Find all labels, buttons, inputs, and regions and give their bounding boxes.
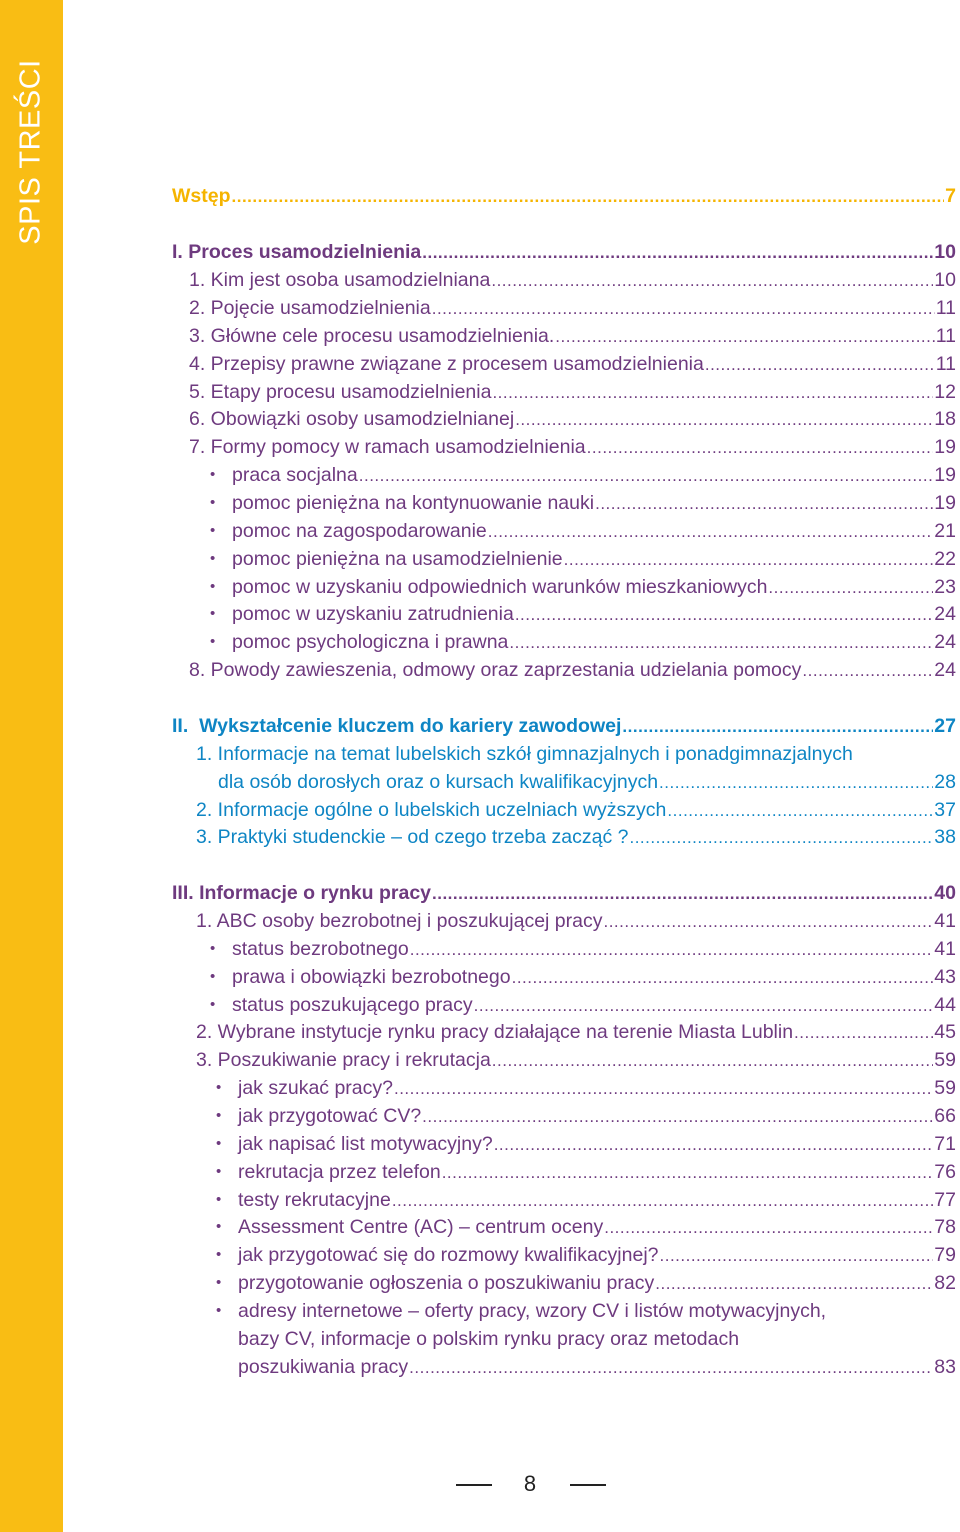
bullet-icon: • (216, 1135, 222, 1152)
bullet-icon: • (216, 1246, 222, 1263)
toc-subentry[interactable]: jak szukać pracy? ..... 59 (238, 1074, 956, 1102)
toc-subentry[interactable]: Assessment Centre (AC) – centrum oceny ..... 78 (238, 1213, 956, 1241)
bullet-icon: • (216, 1302, 222, 1319)
toc-heading-part-2[interactable]: II. Wykształcenie kluczem do kariery zawodowej ..... 27 (172, 712, 956, 740)
footer-rule-right (570, 1484, 606, 1486)
toc-entry-intro[interactable]: Wstęp ..... 7 (172, 182, 956, 210)
toc-subentry[interactable]: jak przygotować CV? ..... 66 (238, 1102, 956, 1130)
bullet-icon: • (210, 968, 216, 985)
bullet-icon: • (210, 550, 216, 567)
toc-subentry[interactable]: rekrutacja przez telefon ..... 76 (238, 1158, 956, 1186)
toc-entry[interactable]: 3. Praktyki studenckie – od czego trzeba zacząć ? ..... 38 (196, 823, 956, 851)
bullet-icon: • (210, 940, 216, 957)
bullet-icon: • (210, 996, 216, 1013)
sidebar-title-text: SPIS TREŚCI (14, 59, 47, 245)
toc-subentry[interactable]: pomoc psychologiczna i prawna ..... 24 (232, 628, 956, 656)
toc-entry[interactable]: 6. Obowiązki osoby usamodzielnianej ..... 18 (189, 405, 956, 433)
toc-entry[interactable]: 1. ABC osoby bezrobotnej i poszukującej pracy ..... 41 (196, 907, 956, 935)
toc-heading-part-1[interactable]: I. Proces usamodzielnienia ..... 10 (172, 238, 956, 266)
toc-subentry-multiline-first[interactable]: adresy internetowe – oferty pracy, wzory CV i listów motywacyjnych, (238, 1300, 827, 1322)
toc-subentry[interactable]: status poszukującego pracy ..... 44 (232, 991, 956, 1019)
bullet-icon: • (210, 633, 216, 650)
toc-subentry[interactable]: przygotowanie ogłoszenia o poszukiwaniu pracy ..... 82 (238, 1269, 956, 1297)
bullet-icon: • (210, 605, 216, 622)
toc-entry[interactable]: dla osób dorosłych oraz o kursach kwalifikacyjnych ..... 28 (218, 768, 956, 796)
toc-subentry[interactable]: praca socjalna ..... 19 (232, 461, 956, 489)
page-number: 8 (523, 1471, 537, 1496)
bullet-icon: • (210, 494, 216, 511)
bullet-icon: • (216, 1163, 222, 1180)
toc-entry[interactable]: 2. Informacje ogólne o lubelskich uczelniach wyższych ..... 37 (196, 796, 956, 824)
bullet-icon: • (216, 1191, 222, 1208)
toc-entry[interactable]: 2. Pojęcie usamodzielnienia ..... 11 (189, 294, 956, 322)
bullet-icon: • (216, 1218, 222, 1235)
toc-subentry[interactable]: poszukiwania pracy ..... 83 (238, 1353, 956, 1381)
toc-entry[interactable]: 4. Przepisy prawne związane z procesem usamodzielnienia ..... 11 (189, 350, 956, 378)
toc-subentry[interactable]: testy rekrutacyjne ..... 77 (238, 1186, 956, 1214)
toc-subentry-multiline-second[interactable]: bazy CV, informacje o polskim rynku pracy oraz metodach (238, 1328, 740, 1350)
toc-subentry[interactable]: prawa i obowiązki bezrobotnego ..... 43 (232, 963, 956, 991)
bullet-icon: • (216, 1079, 222, 1096)
toc-subentry[interactable]: jak napisać list motywacyjny? ..... 71 (238, 1130, 956, 1158)
toc-subentry[interactable]: pomoc w uzyskaniu zatrudnienia ..... 24 (232, 600, 956, 628)
bullet-icon: • (210, 466, 216, 483)
toc-entry[interactable]: 3. Poszukiwanie pracy i rekrutacja ..... 59 (196, 1046, 956, 1074)
toc-entry[interactable]: 5. Etapy procesu usamodzielnienia ..... 12 (189, 378, 956, 406)
toc-entry[interactable]: 8. Powody zawieszenia, odmowy oraz zaprzestania udzielania pomocy ..... 24 (189, 656, 956, 684)
toc-entry[interactable]: 2. Wybrane instytucje rynku pracy działające na terenie Miasta Lublin ..... 45 (196, 1018, 956, 1046)
toc-entry[interactable]: 3. Główne cele procesu usamodzielnienia. ..... 11 (189, 322, 956, 350)
footer-rule-left (456, 1484, 492, 1486)
toc-subentry[interactable]: pomoc pieniężna na kontynuowanie nauki ..... 19 (232, 489, 956, 517)
toc-subentry[interactable]: jak przygotować się do rozmowy kwalifikacyjnej? ..... 79 (238, 1241, 956, 1269)
toc-subentry[interactable]: status bezrobotnego ..... 41 (232, 935, 956, 963)
toc-subentry[interactable]: pomoc pieniężna na usamodzielnienie ..... 22 (232, 545, 956, 573)
bullet-icon: • (216, 1274, 222, 1291)
toc-entry[interactable]: 1. Kim jest osoba usamodzielniana ..... 10 (189, 266, 956, 294)
toc-entry-multiline-first[interactable]: 1. Informacje na temat lubelskich szkół gimnazjalnych i ponadgimnazjalnych (196, 743, 853, 765)
bullet-icon: • (210, 578, 216, 595)
bullet-icon: • (216, 1107, 222, 1124)
toc-subentry[interactable]: pomoc na zagospodarowanie ..... 21 (232, 517, 956, 545)
bullet-icon: • (210, 522, 216, 539)
toc-heading-part-3[interactable]: III. Informacje o rynku pracy ..... 40 (172, 879, 956, 907)
toc-entry[interactable]: 7. Formy pomocy w ramach usamodzielnienia ..... 19 (189, 433, 956, 461)
toc-subentry[interactable]: pomoc w uzyskaniu odpowiednich warunków mieszkaniowych ..... 23 (232, 573, 956, 601)
